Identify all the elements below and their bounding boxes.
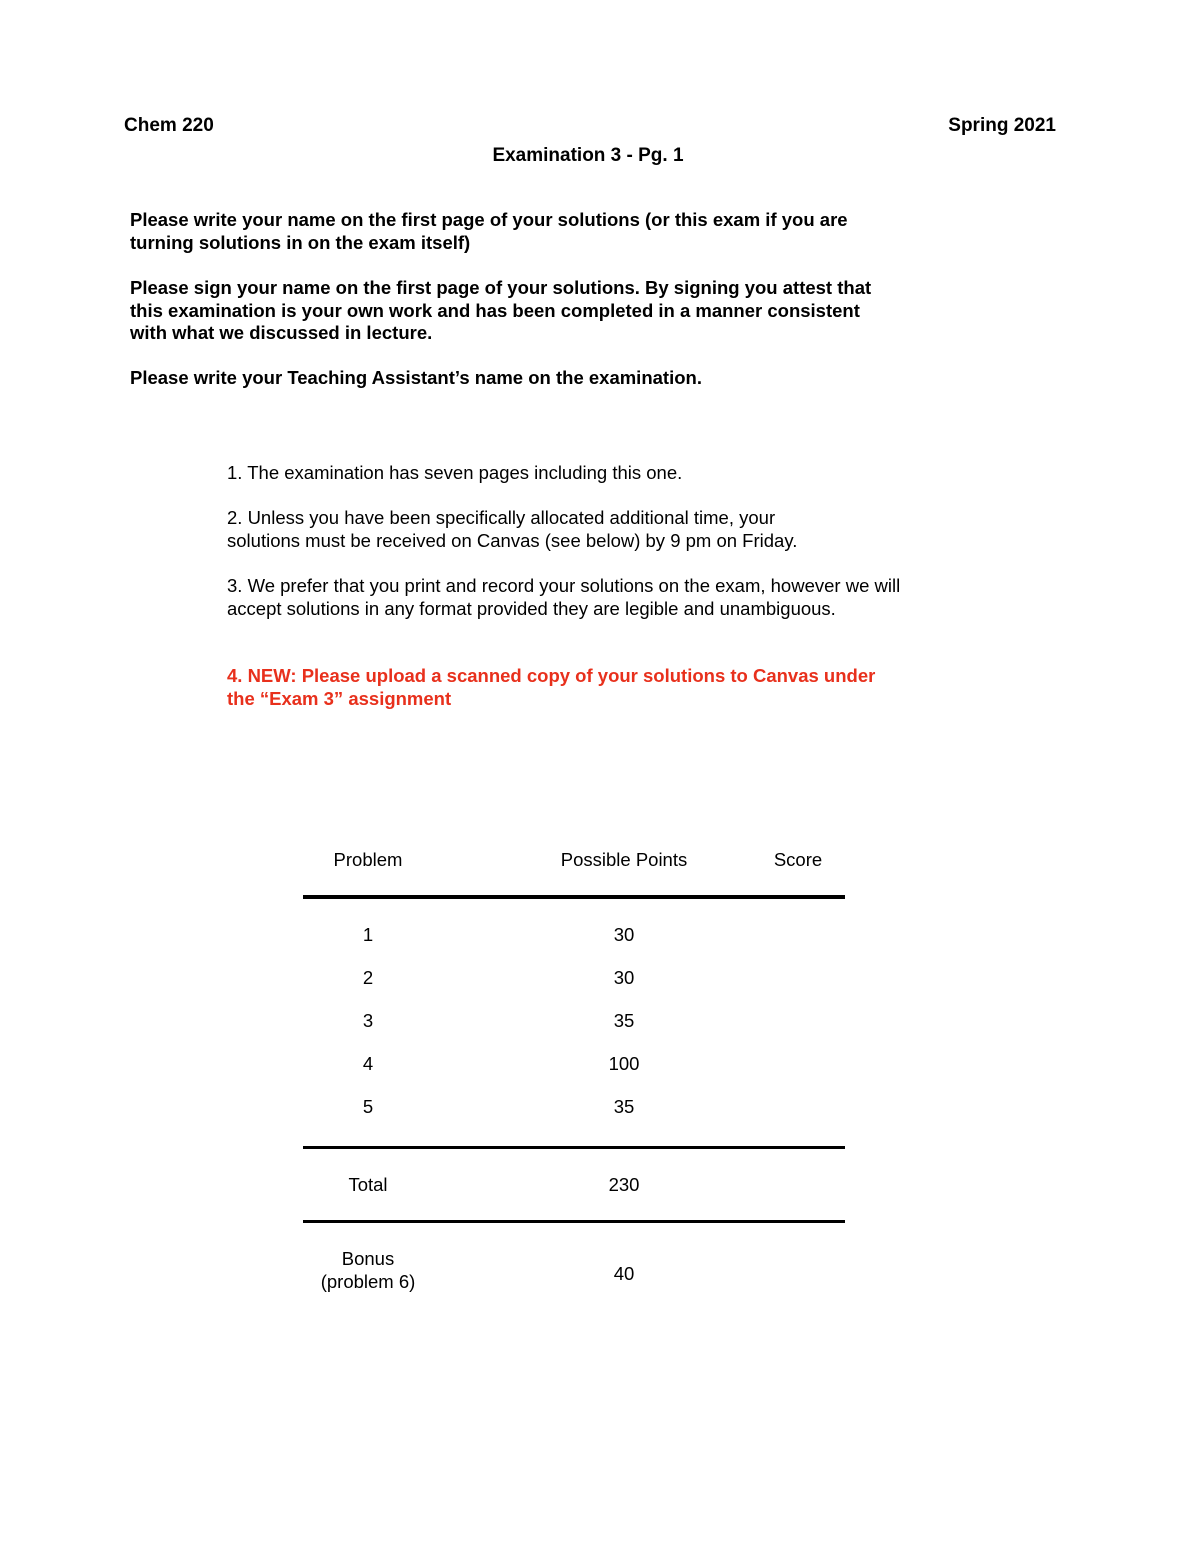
possible-points: 35: [613, 1096, 635, 1117]
bonus-points: 40: [613, 1263, 635, 1284]
possible-points: 100: [608, 1053, 640, 1074]
instruction-sign-name: Please sign your name on the first page of your solutions. By signing you attest that this examination is your own work and has been completed in a manner consistent with what we discussed in lecture.: [130, 277, 872, 344]
col-header-score: Score: [773, 849, 823, 870]
note-4-upload: 4. NEW: Please upload a scanned copy of your solutions to Canvas under the “Exam 3” assignment: [227, 665, 876, 709]
possible-points: 30: [613, 967, 635, 988]
note-2: 2. Unless you have been specifically allocated additional time, your solutions must be received on Canvas (see below) by 9 pm on Friday.: [227, 507, 798, 551]
total-points: 230: [608, 1174, 640, 1195]
col-header-possible-points: Possible Points: [560, 849, 688, 870]
possible-points: 35: [613, 1010, 635, 1031]
total-label: Total: [348, 1174, 388, 1195]
note-3: 3. We prefer that you print and record your solutions on the exam, however we will accept solutions in any format provided they are legible and unambiguous.: [227, 575, 901, 619]
problem-number: 3: [362, 1010, 374, 1031]
bonus-label: Bonus: [341, 1248, 395, 1269]
bonus-sublabel: (problem 6): [320, 1271, 416, 1292]
exam-title: Examination 3 - Pg. 1: [492, 145, 684, 166]
table-header-rule: [303, 895, 845, 899]
instruction-ta-name: Please write your Teaching Assistant’s name on the examination.: [130, 367, 702, 388]
course-name: Chem 220: [124, 115, 214, 136]
table-bonus-rule: [303, 1220, 845, 1223]
col-header-problem: Problem: [333, 849, 403, 870]
problem-number: 5: [362, 1096, 374, 1117]
note-1: 1. The examination has seven pages including this one.: [227, 462, 683, 483]
instruction-write-name: Please write your name on the first page of your solutions (or this exam if you are turning solutions in on the exam itself): [130, 209, 848, 253]
problem-number: 4: [362, 1053, 374, 1074]
term: Spring 2021: [948, 115, 1056, 136]
problem-number: 1: [362, 924, 374, 945]
problem-number: 2: [362, 967, 374, 988]
table-total-rule: [303, 1146, 845, 1149]
possible-points: 30: [613, 924, 635, 945]
